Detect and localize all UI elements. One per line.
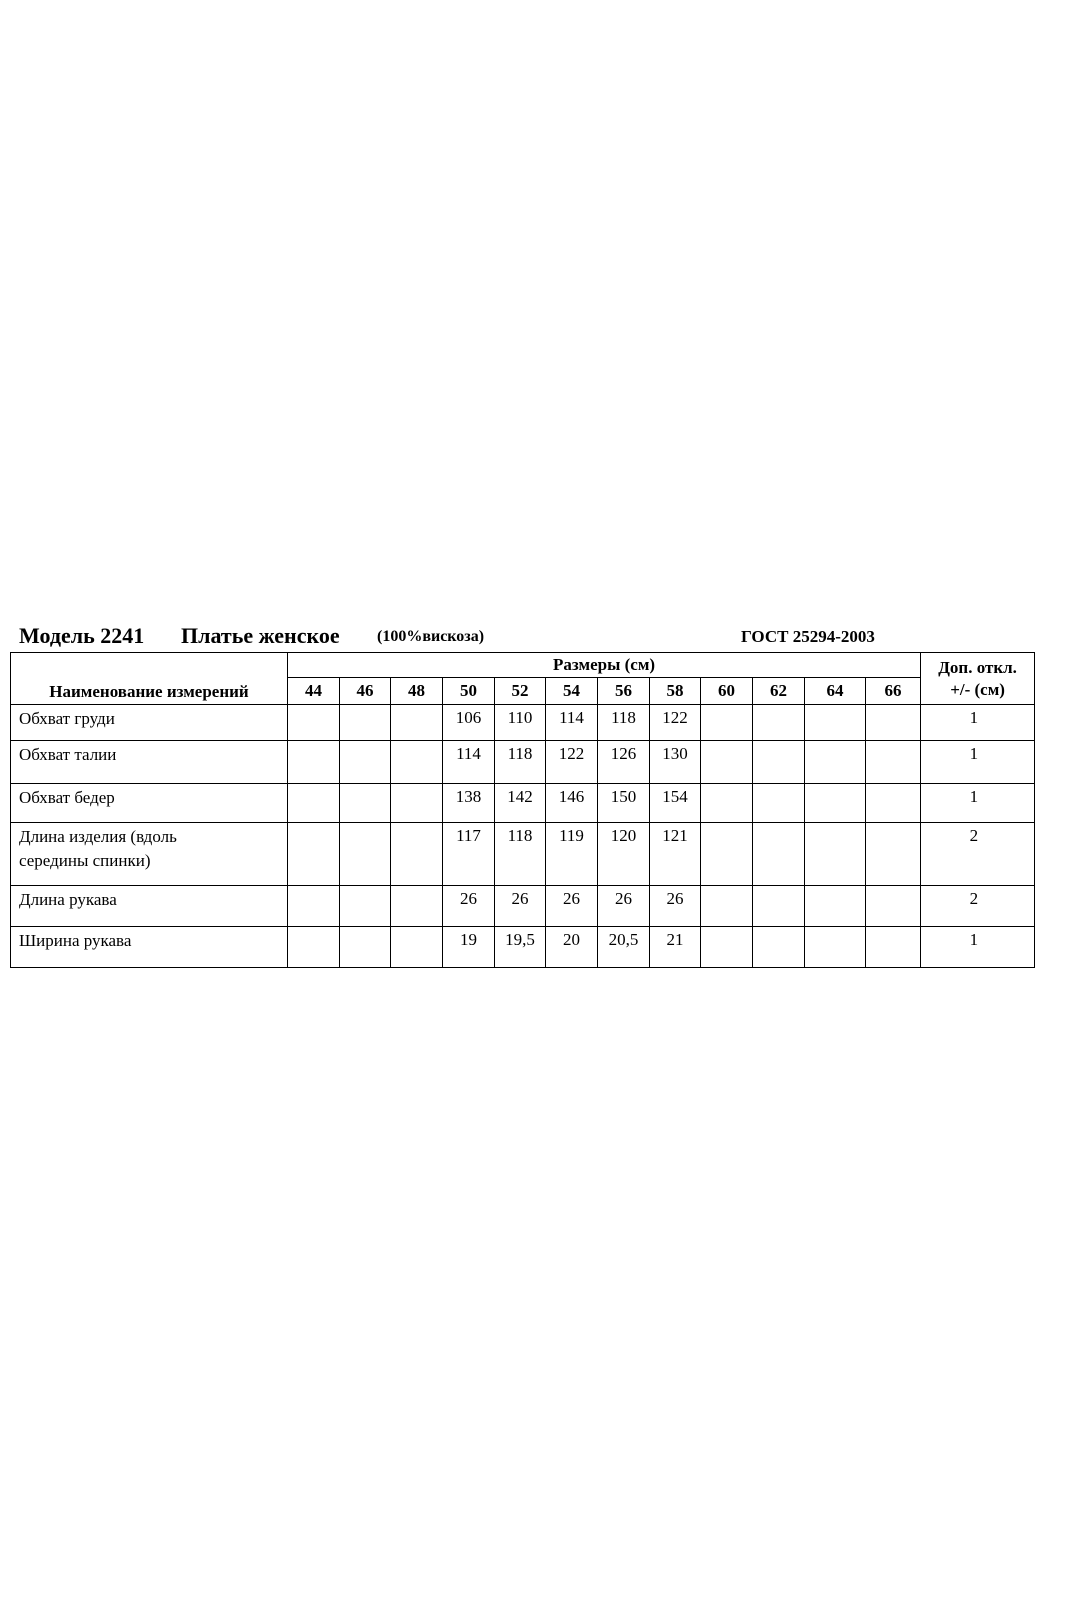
tolerance-value: 1 (921, 927, 1035, 968)
measurement-value: 20,5 (598, 927, 650, 968)
size-header-cell: 46 (340, 678, 391, 705)
measurement-name-header: Наименование измерений (11, 653, 288, 705)
measurement-value (391, 741, 443, 784)
measurement-value: 130 (650, 741, 701, 784)
size-header-cell: 54 (546, 678, 598, 705)
measurement-value (288, 823, 340, 886)
sizes-header: Размеры (см) (288, 653, 921, 678)
size-header-cell: 56 (598, 678, 650, 705)
measurement-value (753, 705, 805, 741)
measurement-value: 126 (598, 741, 650, 784)
measurement-value: 114 (443, 741, 495, 784)
measurement-value (866, 784, 921, 823)
measurement-value: 26 (443, 886, 495, 927)
measurement-value: 106 (443, 705, 495, 741)
size-header-cell: 62 (753, 678, 805, 705)
measurement-value (805, 823, 866, 886)
measurement-value: 26 (546, 886, 598, 927)
measurement-value (340, 705, 391, 741)
size-header-cell: 44 (288, 678, 340, 705)
measurement-value: 118 (495, 741, 546, 784)
measurement-value: 119 (546, 823, 598, 886)
measurement-value (753, 741, 805, 784)
measurement-name: Обхват талии (11, 741, 288, 784)
measurement-value (753, 784, 805, 823)
tolerance-header (921, 653, 1035, 705)
measurement-value (866, 705, 921, 741)
measurement-value (701, 823, 753, 886)
table-row (11, 741, 1035, 784)
tolerance-header-line2: +/- (см) (950, 679, 1005, 699)
tolerance-value: 2 (921, 886, 1035, 927)
measurement-value (805, 886, 866, 927)
measurement-name (11, 823, 288, 886)
measurement-value (288, 741, 340, 784)
measurement-name-line1: Длина изделия (вдоль (19, 827, 177, 846)
size-header-cell: 64 (805, 678, 866, 705)
measurement-value: 26 (598, 886, 650, 927)
measurement-value (866, 741, 921, 784)
measurement-value (701, 886, 753, 927)
measurement-value (701, 741, 753, 784)
measurement-value (805, 784, 866, 823)
document-title (19, 623, 1039, 653)
measurement-value: 19 (443, 927, 495, 968)
measurement-value (340, 927, 391, 968)
measurement-value: 110 (495, 705, 546, 741)
table-row (11, 886, 1035, 927)
table-row (11, 784, 1035, 823)
measurement-value (805, 705, 866, 741)
measurement-value: 26 (650, 886, 701, 927)
measurement-value: 20 (546, 927, 598, 968)
measurement-value (753, 927, 805, 968)
tolerance-value: 2 (921, 823, 1035, 886)
size-header-cell: 48 (391, 678, 443, 705)
measurement-value (805, 741, 866, 784)
tolerance-header-line1: Доп. откл. (938, 657, 1017, 677)
header-row-top (11, 653, 1035, 678)
size-header-cell: 52 (495, 678, 546, 705)
measurement-name-line2: середины спинки) (19, 851, 151, 870)
measurement-value (340, 886, 391, 927)
measurement-value (340, 823, 391, 886)
measurement-value (288, 784, 340, 823)
measurement-value (340, 784, 391, 823)
measurement-value: 146 (546, 784, 598, 823)
measurement-value: 122 (650, 705, 701, 741)
measurement-value (340, 741, 391, 784)
measurement-value (701, 705, 753, 741)
measurement-value (866, 823, 921, 886)
size-header-cell: 60 (701, 678, 753, 705)
measurement-value (391, 823, 443, 886)
measurement-value: 142 (495, 784, 546, 823)
measurement-value (391, 705, 443, 741)
gost-standard: ГОСТ 25294-2003 (741, 627, 875, 646)
tolerance-value: 1 (921, 741, 1035, 784)
table-row (11, 823, 1035, 886)
measurement-value: 117 (443, 823, 495, 886)
tolerance-value: 1 (921, 705, 1035, 741)
measurement-value: 26 (495, 886, 546, 927)
measurement-name: Обхват груди (11, 705, 288, 741)
measurement-value (391, 927, 443, 968)
measurement-value: 120 (598, 823, 650, 886)
measurement-value (805, 927, 866, 968)
measurement-value: 21 (650, 927, 701, 968)
size-header-cell: 58 (650, 678, 701, 705)
measurement-value (701, 927, 753, 968)
size-chart-table (10, 652, 1035, 968)
measurement-value: 118 (495, 823, 546, 886)
size-header-cell: 50 (443, 678, 495, 705)
measurement-value (288, 886, 340, 927)
measurement-value: 150 (598, 784, 650, 823)
tolerance-value: 1 (921, 784, 1035, 823)
measurement-value (866, 927, 921, 968)
measurement-value: 154 (650, 784, 701, 823)
measurement-value (391, 886, 443, 927)
product-name: Платье женское (181, 623, 340, 648)
measurement-name: Обхват бедер (11, 784, 288, 823)
fabric-composition: (100%вискоза) (377, 628, 485, 645)
measurement-value (288, 705, 340, 741)
size-header-cell: 66 (866, 678, 921, 705)
measurement-value (288, 927, 340, 968)
model-number: Модель 2241 (19, 623, 145, 648)
measurement-value (866, 886, 921, 927)
table-row (11, 705, 1035, 741)
measurement-value (753, 823, 805, 886)
measurement-value: 138 (443, 784, 495, 823)
measurement-value (391, 784, 443, 823)
measurement-value: 122 (546, 741, 598, 784)
table-row (11, 927, 1035, 968)
measurement-value: 114 (546, 705, 598, 741)
measurement-name: Ширина рукава (11, 927, 288, 968)
measurement-value: 118 (598, 705, 650, 741)
measurement-name: Длина рукава (11, 886, 288, 927)
measurement-value (701, 784, 753, 823)
measurement-value: 121 (650, 823, 701, 886)
measurement-value (753, 886, 805, 927)
measurement-value: 19,5 (495, 927, 546, 968)
